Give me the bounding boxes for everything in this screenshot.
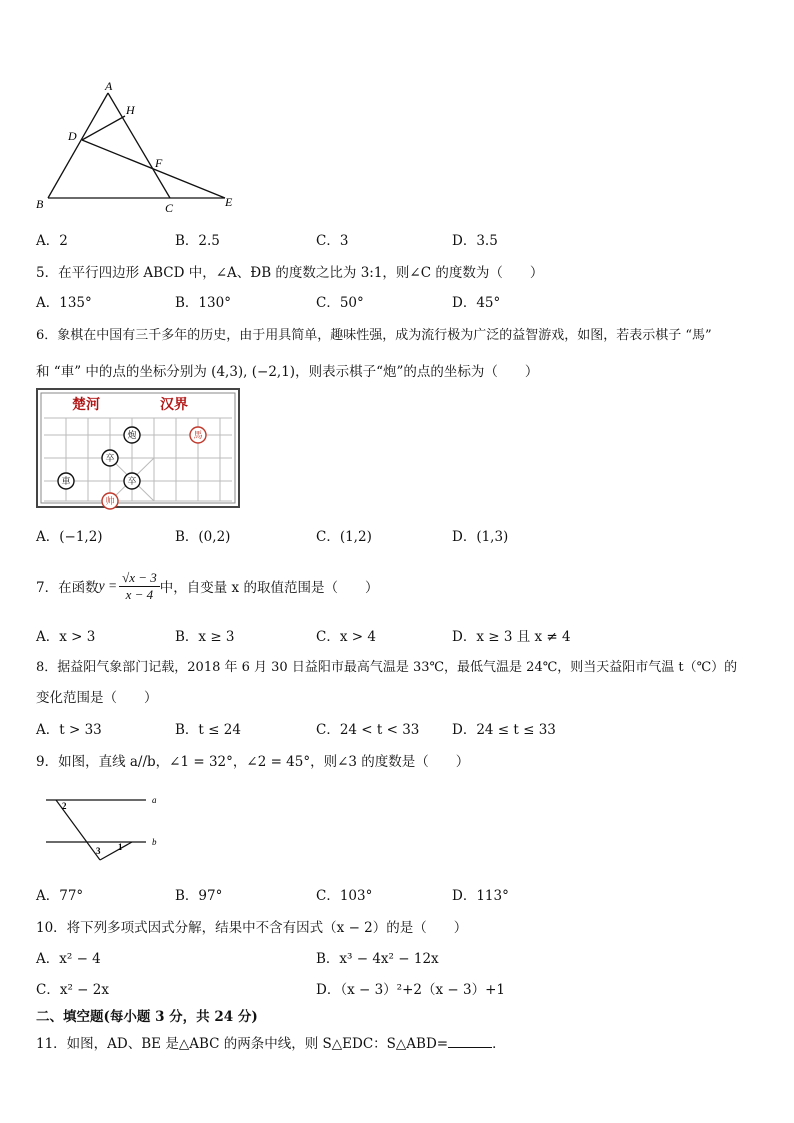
q5-option-b: B．130° (175, 295, 231, 311)
label-H: H (126, 103, 135, 117)
q10-option-c: C．x² − 2x (36, 982, 109, 998)
q11-text: 11．如图，AD、BE 是△ABC 的两条中线，则 S△EDC：S△ABD= (36, 1036, 449, 1052)
angle-3-label: 3 (96, 846, 101, 856)
section-title-fill-in: 二、填空题(每小题 3 分，共 24 分) (36, 1009, 258, 1025)
q9-option-c: C．103° (316, 888, 373, 904)
piece-pao: 炮 (127, 430, 137, 440)
q5-text: 5．在平行四边形 ABCD 中，∠A、ÐB 的度数之比为 3:1，则∠C 的度数为（ ） (36, 265, 544, 281)
q6-option-a: A．(−1,2) (36, 529, 103, 545)
q10-option-b: B．x³ − 4x² − 12x (316, 951, 439, 967)
q6-option-b: B．(0,2) (175, 529, 231, 545)
q4-option-b: B．2.5 (175, 233, 220, 249)
q5-option-c: C．50° (316, 295, 364, 311)
q4-option-d: D．3.5 (452, 233, 498, 249)
angle-1-label: 1 (118, 842, 123, 852)
q7-suffix: 中，自变量 x 的取值范围是（ ） (159, 580, 379, 596)
q7-denominator: x − 4 (125, 586, 154, 602)
chess-board-figure (36, 388, 240, 510)
q7-y: y = (98, 578, 118, 593)
river-left-label: 楚河 (72, 398, 100, 413)
triangle-figure (30, 78, 250, 218)
piece-ju: 車 (61, 476, 71, 486)
q6-option-c: C．(1,2) (316, 529, 372, 545)
q7-option-c: C．x > 4 (316, 629, 376, 645)
q8-text-line1: 8．据益阳气象部门记载，2018 年 6 月 30 日益阳市最高气温是 33℃，最低气温是 24℃，则当天益阳市气温 t（℃）的 (36, 660, 738, 675)
piece-zu-2: 卒 (127, 476, 137, 486)
line-a-label: a (152, 795, 157, 805)
q8-option-b: B．t ≤ 24 (175, 722, 241, 738)
q6-option-d: D．(1,3) (452, 529, 509, 545)
q8-option-c: C．24 < t < 33 (316, 722, 420, 738)
q11-end: ． (492, 1036, 506, 1052)
q6-text-line2: 和 “車” 中的点的坐标分别为 (4,3), (−2,1)，则表示棋子“炮”的点的坐标为（ ） (36, 364, 539, 380)
q7-option-a: A．x > 3 (36, 629, 96, 645)
q10-option-a: A．x² − 4 (36, 951, 101, 967)
q5-option-a: A．135° (36, 295, 92, 311)
line-b-label: b (152, 837, 157, 847)
q7-fraction (119, 570, 160, 603)
label-E: E (225, 195, 233, 209)
q9-text: 9．如图，直线 a//b，∠1 = 32°，∠2 = 45°，则∠3 的度数是（ ） (36, 754, 470, 770)
q10-text: 10．将下列多项式因式分解，结果中不含有因式（x − 2）的是（ ） (36, 920, 468, 936)
q7-prefix: 7．在函数 (36, 580, 99, 596)
q8-option-d: D．24 ≤ t ≤ 33 (452, 722, 556, 738)
q4-option-c: C．3 (316, 233, 349, 249)
piece-ma: 馬 (193, 430, 203, 440)
q4-option-a: A．2 (36, 233, 68, 249)
piece-zu-1: 卒 (105, 453, 115, 463)
label-F: F (155, 156, 163, 170)
river-right-label: 汉界 (160, 398, 188, 413)
q5-option-d: D．45° (452, 295, 501, 311)
q7-option-d: D．x ≥ 3 且 x ≠ 4 (452, 629, 571, 645)
q8-option-a: A．t > 33 (36, 722, 102, 738)
q9-option-b: B．97° (175, 888, 223, 904)
angle-2-label: 2 (62, 801, 67, 811)
q8-text-line2: 变化范围是（ ） (36, 690, 158, 706)
q7-option-b: B．x ≥ 3 (175, 629, 235, 645)
q9-option-a: A．77° (36, 888, 84, 904)
q7-line (36, 566, 378, 606)
q7-numerator: √x − 3 (119, 570, 160, 587)
label-A: A (105, 79, 113, 93)
label-B: B (36, 197, 44, 211)
q9-option-d: D．113° (452, 888, 509, 904)
q10-option-d: D．（x − 3）²+2（x − 3）+1 (316, 982, 505, 998)
q11-line (36, 1032, 506, 1052)
label-C: C (165, 201, 174, 215)
label-D: D (68, 129, 77, 143)
parallel-lines-figure (40, 790, 170, 862)
piece-shuai: 帅 (105, 496, 115, 506)
q6-text-line1: 6．象棋在中国有三千多年的历史，由于用具简单，趣味性强，成为流行极为广泛的益智游戏，如图，若表示棋子 “馬” (36, 328, 712, 343)
q11-answer-blank (448, 1035, 492, 1048)
